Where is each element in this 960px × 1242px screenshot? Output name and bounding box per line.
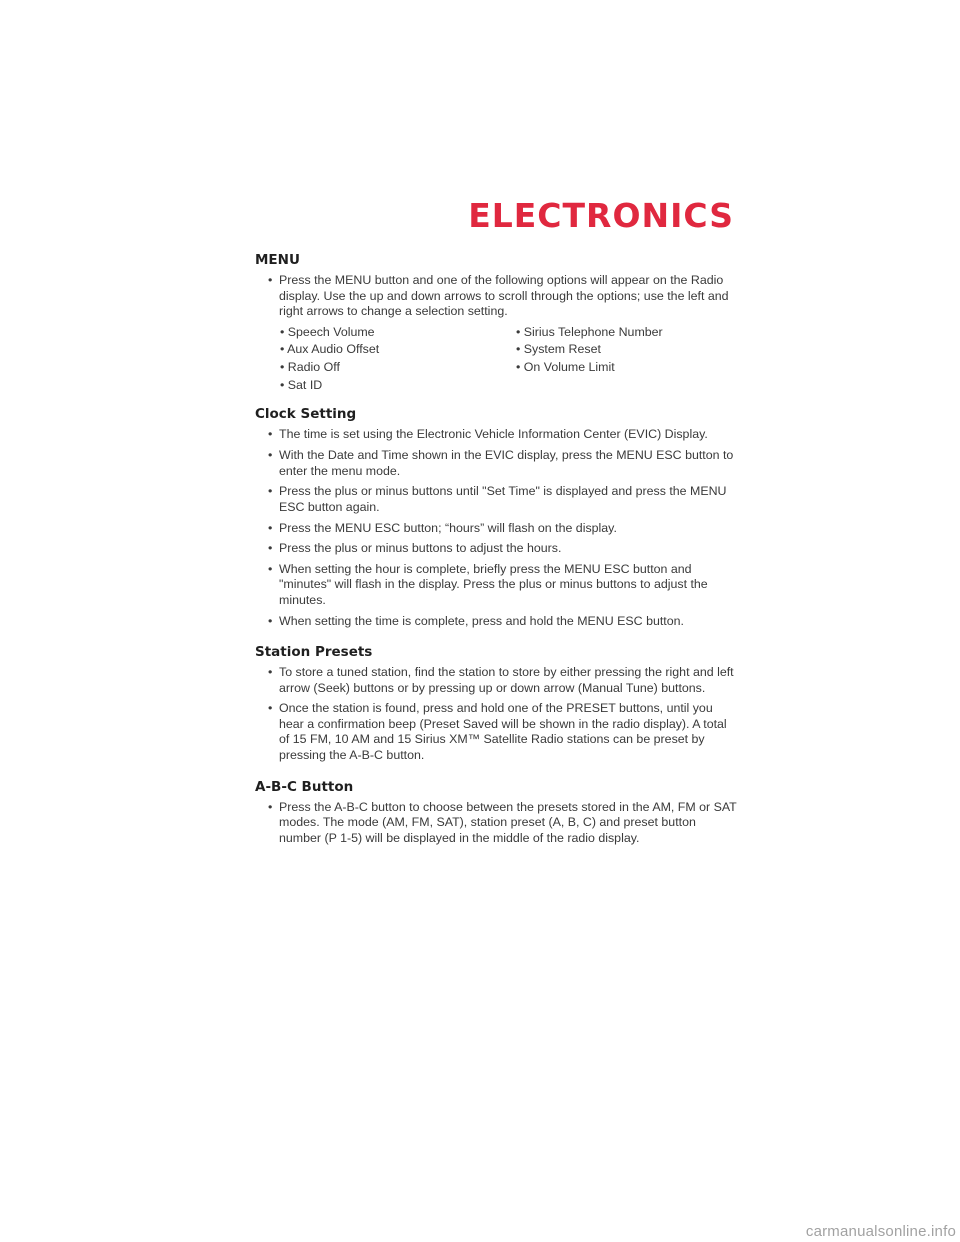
menu-option: • Radio Off bbox=[280, 360, 340, 375]
menu-option: • Sat ID bbox=[280, 377, 323, 392]
menu-option: • System Reset bbox=[516, 342, 601, 357]
list-item: • Press the plus or minus buttons to adjust the hours. bbox=[268, 541, 740, 557]
clock-setting-list bbox=[255, 427, 740, 629]
clock-setting-heading: Clock Setting bbox=[255, 406, 357, 423]
menu-intro: • Press the MENU button and one of the following options will appear on the Radio display. Use the up and down arrows to scroll through the options; use the left and right arrows to change a selection setting. bbox=[268, 273, 740, 320]
menu-option: • Sirius Telephone Number bbox=[516, 324, 663, 339]
menu-option: • On Volume Limit bbox=[516, 360, 615, 375]
section-header: ELECTRONICS bbox=[468, 196, 734, 235]
menu-option: • Speech Volume bbox=[280, 324, 375, 339]
menu-options-left bbox=[280, 325, 516, 396]
list-item: • When setting the hour is complete, briefly press the MENU ESC button and "minutes" will flash in the display. Press the plus or minus buttons to adjust the minutes. bbox=[268, 562, 740, 609]
list-item: • With the Date and Time shown in the EVIC display, press the MENU ESC button to enter the menu mode. bbox=[268, 448, 740, 479]
list-item: • To store a tuned station, find the station to store by either pressing the right and left arrow (Seek) buttons or by pressing up or down arrow (Manual Tune) buttons. bbox=[268, 665, 740, 696]
abc-button-list bbox=[255, 800, 740, 847]
menu-options bbox=[255, 325, 740, 396]
list-item: • Press the MENU ESC button; “hours” will flash on the display. bbox=[268, 521, 740, 537]
station-presets-list bbox=[255, 665, 740, 763]
menu-options-right bbox=[516, 325, 752, 396]
list-item: • When setting the time is complete, press and hold the MENU ESC button. bbox=[268, 614, 740, 630]
abc-button-heading: A-B-C Button bbox=[255, 778, 354, 795]
menu-heading: MENU bbox=[255, 252, 300, 268]
list-item: • Once the station is found, press and hold one of the PRESET buttons, until you hear a confirmation beep (Preset Saved will be shown in the radio display). A total of 15 FM, 10 AM and 15 Sirius XM™ Satellite Radio stations can be preset by pressing the A-B-C button. bbox=[268, 701, 740, 763]
list-item: • The time is set using the Electronic Vehicle Information Center (EVIC) Display. bbox=[268, 427, 740, 443]
menu-option: • Aux Audio Offset bbox=[280, 342, 380, 357]
page-content bbox=[255, 251, 740, 851]
watermark: carmanualsonline.info bbox=[805, 1223, 956, 1240]
list-item: • Press the A-B-C button to choose between the presets stored in the AM, FM or SAT modes. The mode (AM, FM, SAT), station preset (A, B, C) and preset button number (P 1-5) will be displayed in the middle of the radio display. bbox=[268, 800, 740, 847]
list-item: • Press the plus or minus buttons until "Set Time" is displayed and press the MENU ESC button again. bbox=[268, 484, 740, 515]
station-presets-heading: Station Presets bbox=[255, 644, 373, 661]
menu-list bbox=[255, 273, 740, 320]
